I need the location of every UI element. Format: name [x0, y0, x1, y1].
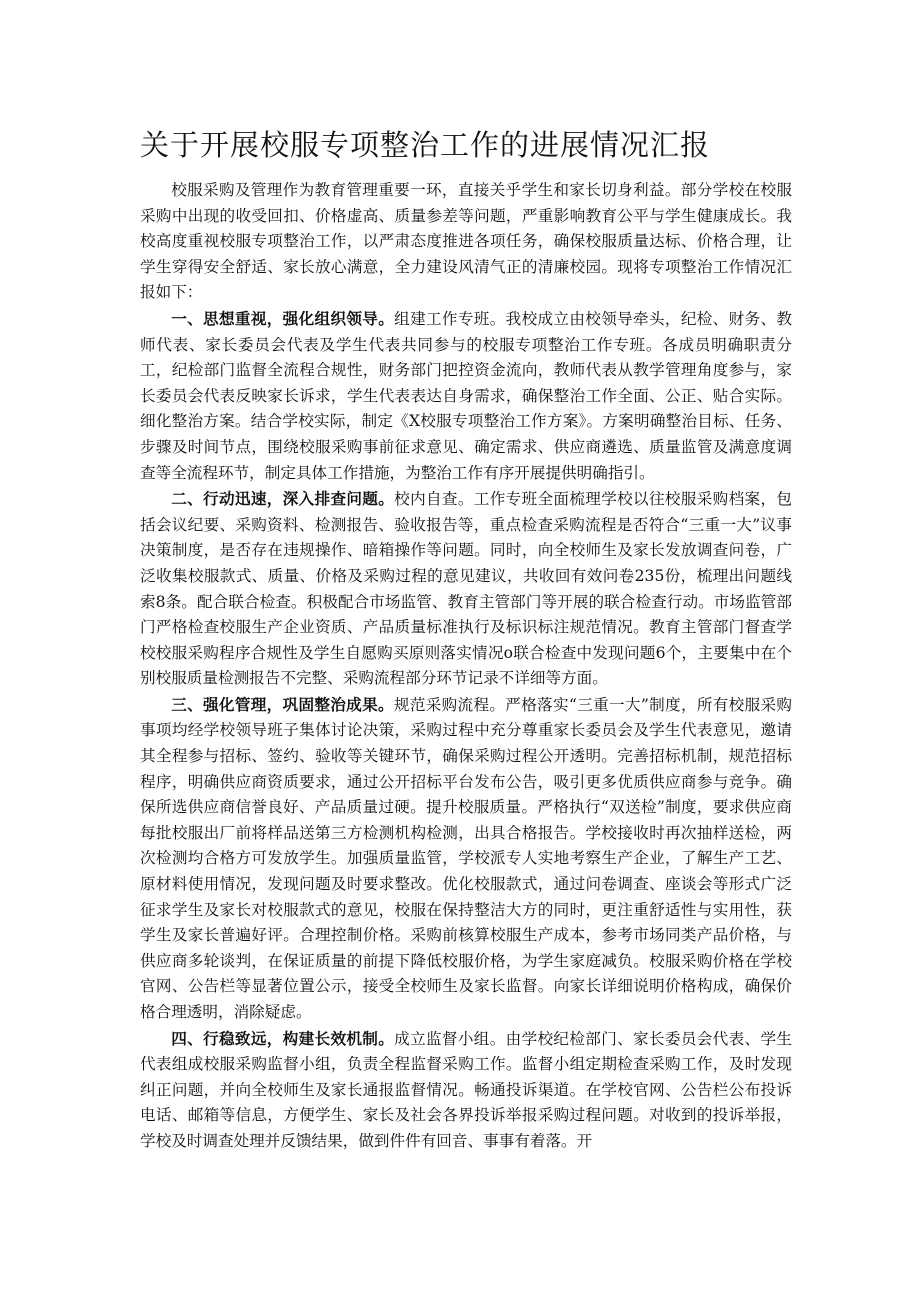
section-heading-3: 三、强化管理，巩固整治成果。: [171, 694, 394, 714]
section-text-2: 校内自查。工作专班全面梳理学校以往校服采购档案，包括会议纪要、采购资料、检测报告、验收报告等，重点检查采购流程是否符合“三重一大”议事决策制度，是否存在违规操作、暗箱操作等问题。同时，向全校师生及家长发放调查问卷，广泛收集校服款式、质量、价格及采购过程的意见建议，共收回有效问卷235份，梳理出问题线索8条。配合联合检查。积极配合市场监管、教育主管部门等开展的联合检查行动。市场监管部门严格检查校服生产企业资质、产品质量标准执行及标识标注规范情况。教育主管部门督查学校校服采购程序合规性及学生自愿购买原则落实情况o联合检查中发现问题6个，主要集中在个别校服质量检测报告不完整、采购流程部分环节记录不详细等方面。: [140, 490, 792, 688]
section-heading-1: 一、思想重视，强化组织领导。: [171, 308, 395, 328]
section-paragraph-3: [140, 692, 792, 1026]
document-title: 关于开展校服专项整治工作的进展情况汇报: [140, 128, 711, 162]
document-body: [140, 178, 792, 1155]
section-paragraph-1: [140, 306, 792, 486]
section-heading-2: 二、行动迅速，深入排查问题。: [171, 489, 395, 509]
section-text-4: 成立监督小组。由学校纪检部门、家长委员会代表、学生代表组成校服采购监督小组，负责全程监督采购工作。监督小组定期检查采购工作，及时发现纠正问题，并向全校师生及家长通报监督情况。畅通投诉渠道。在学校官网、公告栏公布投诉电话、邮箱等信息，方便学生、家长及社会各界投诉举报采购过程问题。对收到的投诉举报，学校及时调查处理并反馈结果，做到件件有回音、事事有着落。开: [140, 1029, 792, 1150]
section-paragraph-4: [140, 1026, 792, 1155]
section-text-3: 规范采购流程。严格落实“三重一大”制度，所有校服采购事项均经学校领导班子集体讨论决策，采购过程中充分尊重家长委员会及学生代表意见，邀请其全程参与招标、签约、验收等关键环节，确保采购过程公开透明。完善招标机制，规范招标程序，明确供应商资质要求，通过公开招标平台发布公告，吸引更多优质供应商参与竞争。确保所选供应商信誉良好、产品质量过硬。提升校服质量。严格执行“双送检”制度，要求供应商每批校服出厂前将样品送第三方检测机构检测，出具合格报告。学校接收时再次抽样送检，两次检测均合格方可发放学生。加强质量监管，学校派专人实地考察生产企业，了解生产工艺、原材料使用情况，发现问题及时要求整改。优化校服款式，通过问卷调查、座谈会等形式广泛征求学生及家长对校服款式的意见，校服在保持整洁大方的同时，更注重舒适性与实用性，获学生及家长普遍好评。合理控制价格。采购前核算校服生产成本，参考市场同类产品价格，与供应商多轮谈判，在保证质量的前提下降低校服价格，为学生家庭减负。校服采购价格在学校官网、公告栏等显著位置公示，接受全校师生及家长监督。向家长详细说明价格构成，确保价格合理透明，消除疑虑。: [140, 695, 792, 1021]
intro-paragraph: 校服采购及管理作为教育管理重要一环，直接关乎学生和家长切身利益。部分学校在校服采购中出现的收受回扣、价格虚高、质量参差等问题，严重影响教育公平与学生健康成长。我校高度重视校服专项整治工作，以严肃态度推进各项任务，确保校服质量达标、价格合理，让学生穿得安全舒适、家长放心满意，全力建设风清气正的清廉校园。现将专项整治工作情况汇报如下：: [140, 181, 792, 302]
section-paragraph-2: [140, 486, 792, 692]
section-heading-4: 四、行稳致远，构建长效机制。: [171, 1028, 395, 1048]
section-text-1: 组建工作专班。我校成立由校领导牵头，纪检、财务、教师代表、家长委员会代表及学生代表共同参与的校服专项整治工作专班。各成员明确职责分工，纪检部门监督全流程合规性，财务部门把控资金流向，教师代表从教学管理角度参与，家长委员会代表反映家长诉求，学生代表表达自身需求，确保整治工作全面、公正、贴合实际。细化整治方案。结合学校实际，制定《X校服专项整治工作方案》。方案明确整治目标、任务、步骤及时间节点，围绕校服采购事前征求意见、确定需求、供应商遴选、质量监管及满意度调查等全流程环节，制定具体工作措施，为整治工作有序开展提供明确指引。: [140, 309, 792, 482]
